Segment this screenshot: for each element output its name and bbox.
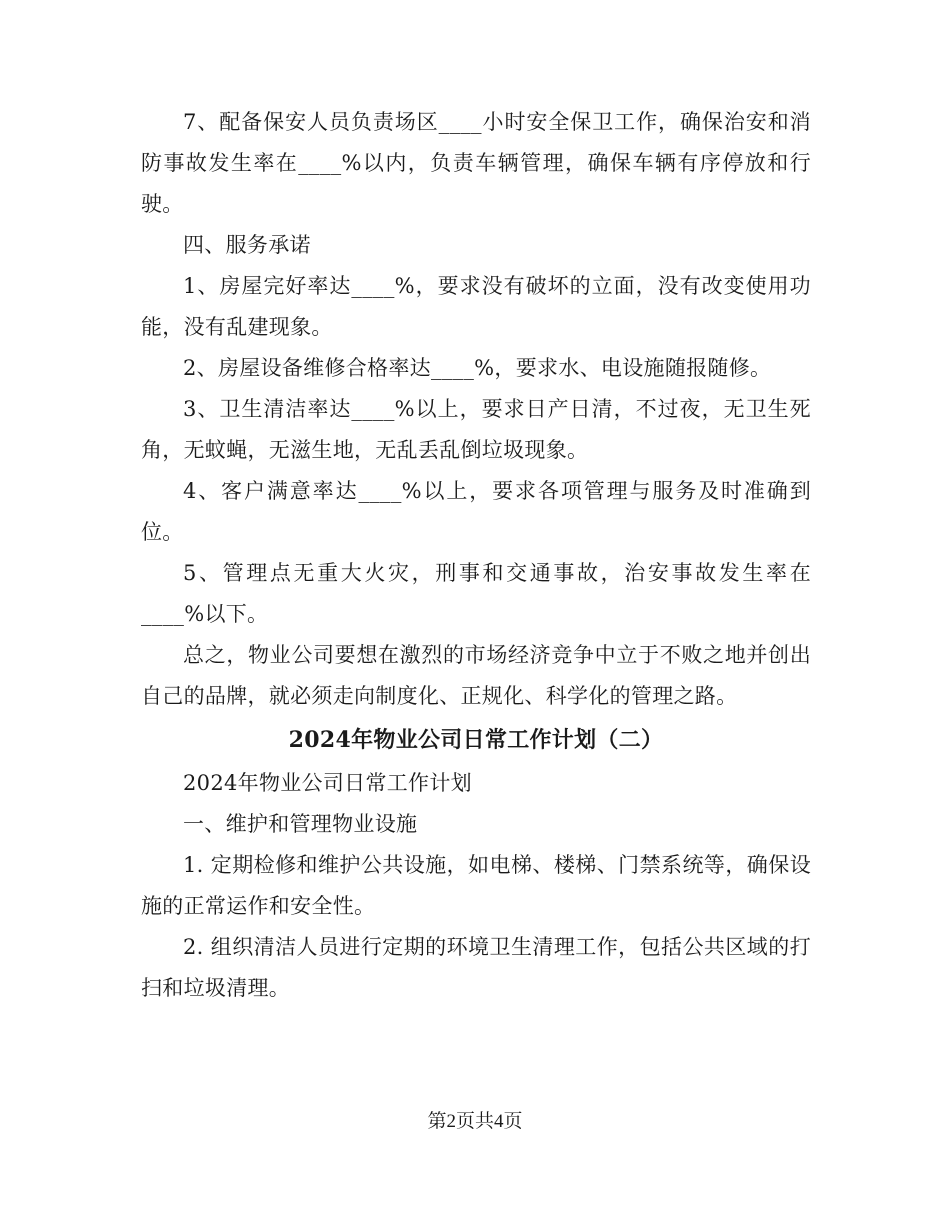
- paragraph-security-staffing: 7、配备保安人员负责场区____小时安全保卫工作，确保治安和消防事故发生率在____%以内，负责车辆管理，确保车辆有序停放和行驶。: [141, 110, 811, 216]
- paragraph-cleaning-rate: 3、卫生清洁率达____%以上，要求日产日清，不过夜，无卫生死角，无蚊蝇，无滋生地，无乱丢乱倒垃圾现象。: [141, 397, 811, 462]
- document-body: [141, 102, 811, 1009]
- section-heading-facilities: 一、维护和管理物业设施: [183, 812, 418, 836]
- paragraph-cleaning-staff: 2. 组织清洁人员进行定期的环境卫生清理工作，包括公共区域的打扫和垃圾清理。: [141, 935, 811, 1000]
- paragraph-housing-integrity: 1、房屋完好率达____%，要求没有破坏的立面，没有改变使用功能，没有乱建现象。: [141, 274, 811, 339]
- paragraph-safety-record: 5、管理点无重大火灾，刑事和交通事故，治安事故发生率在____%以下。: [141, 561, 811, 626]
- section-title: 2024年物业公司日常工作计划（二）: [288, 727, 664, 753]
- paragraph-facility-maintenance: 1. 定期检修和维护公共设施，如电梯、楼梯、门禁系统等，确保设施的正常运作和安全性。: [141, 853, 811, 918]
- page-number: 第2页共4页: [427, 1111, 523, 1132]
- paragraph-customer-satisfaction: 4、客户满意率达____%以上，要求各项管理与服务及时准确到位。: [141, 479, 811, 544]
- paragraph-equipment-repair: 2、房屋设备维修合格率达____%，要求水、电设施随报随修。: [183, 356, 772, 380]
- paragraph-conclusion: 总之，物业公司要想在激烈的市场经济竞争中立于不败之地并创出自己的品牌，就必须走向制度化、正规化、科学化的管理之路。: [141, 643, 811, 708]
- paragraph-plan-subtitle: 2024年物业公司日常工作计划: [183, 771, 472, 795]
- section-heading-service-commitment: 四、服务承诺: [183, 233, 311, 257]
